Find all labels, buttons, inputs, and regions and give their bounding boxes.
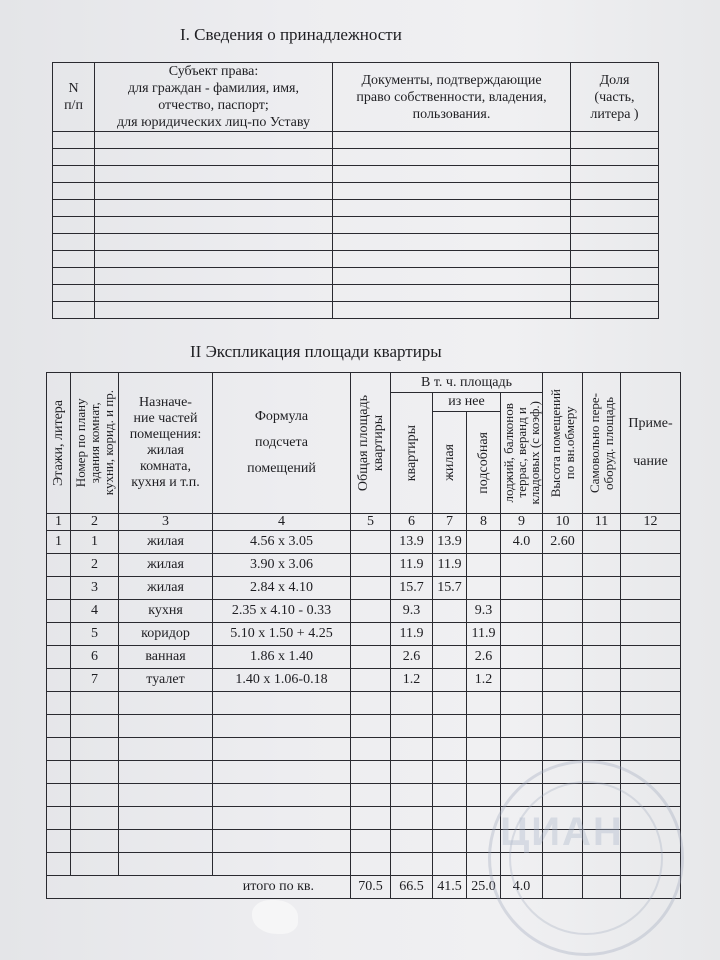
empty-cell <box>351 761 391 784</box>
empty-cell <box>571 183 659 200</box>
empty-cell <box>501 738 543 761</box>
table-row <box>47 531 681 554</box>
ownership-empty-row <box>53 132 659 149</box>
empty-cell <box>71 784 119 807</box>
cell-height <box>543 554 583 577</box>
empty-cell <box>571 302 659 319</box>
empty-cell <box>571 132 659 149</box>
column-number: 6 <box>391 514 433 531</box>
cell-flat: 11.9 <box>391 623 433 646</box>
cell-unauth <box>583 600 621 623</box>
ownership-empty-row <box>53 149 659 166</box>
cell-floor <box>47 554 71 577</box>
cell-no: 6 <box>71 646 119 669</box>
cell-height <box>543 669 583 692</box>
empty-cell <box>71 738 119 761</box>
cell-aux <box>467 554 501 577</box>
header-flat: квартиры <box>391 393 433 514</box>
empty-cell <box>333 217 571 234</box>
ownership-table <box>52 62 659 319</box>
empty-cell <box>391 784 433 807</box>
header-total-area: Общая площадь квартиры <box>351 373 391 514</box>
cell-formula: 2.84 х 4.10 <box>213 577 351 600</box>
totals-total: 70.5 <box>351 876 391 899</box>
empty-cell <box>71 715 119 738</box>
empty-cell <box>333 183 571 200</box>
empty-cell <box>543 692 583 715</box>
faded-stamp <box>488 760 684 956</box>
section1-title: I. Сведения о принадлежности <box>180 25 402 44</box>
header-loggias: лоджий, балконов террас, веранд и кладовых (с коэф.) <box>501 393 543 514</box>
empty-cell <box>71 761 119 784</box>
empty-cell <box>351 853 391 876</box>
table-row <box>47 600 681 623</box>
cell-no: 2 <box>71 554 119 577</box>
empty-cell <box>95 149 333 166</box>
cell-no: 7 <box>71 669 119 692</box>
header-formula: Формула подсчета помещений <box>213 373 351 514</box>
header-subject: Субъект права: для граждан - фамилия, имя, отчество, паспорт; для юридических лиц-по Уставу <box>95 63 333 132</box>
cell-unauth <box>583 669 621 692</box>
column-number: 12 <box>621 514 681 531</box>
cell-unauth <box>583 577 621 600</box>
cell-no: 4 <box>71 600 119 623</box>
cell-loggia <box>501 646 543 669</box>
column-number: 3 <box>119 514 213 531</box>
cell-total <box>351 577 391 600</box>
empty-cell <box>213 830 351 853</box>
empty-cell <box>119 761 213 784</box>
cell-loggia <box>501 554 543 577</box>
empty-cell <box>213 853 351 876</box>
empty-cell <box>71 692 119 715</box>
empty-cell <box>47 807 71 830</box>
cell-loggia <box>501 623 543 646</box>
cell-unauth <box>583 623 621 646</box>
cell-purpose: туалет <box>119 669 213 692</box>
cell-flat: 1.2 <box>391 669 433 692</box>
cell-note <box>621 623 681 646</box>
empty-cell <box>47 738 71 761</box>
header-living: жилая <box>433 412 467 514</box>
empty-cell <box>391 853 433 876</box>
cell-height <box>543 600 583 623</box>
header-room-number: Номер по плану здания комнат, кухни, корид. и пр. <box>71 373 119 514</box>
empty-cell <box>333 302 571 319</box>
empty-cell <box>351 784 391 807</box>
empty-cell <box>95 302 333 319</box>
column-number: 8 <box>467 514 501 531</box>
column-number: 9 <box>501 514 543 531</box>
cell-living <box>433 669 467 692</box>
cell-flat: 13.9 <box>391 531 433 554</box>
cell-purpose: жилая <box>119 531 213 554</box>
cell-aux <box>467 531 501 554</box>
empty-cell <box>71 853 119 876</box>
header-share: Доля (часть, литера ) <box>571 63 659 132</box>
empty-cell <box>53 200 95 217</box>
header-floors: Этажи, литера <box>47 373 71 514</box>
empty-cell <box>351 692 391 715</box>
cell-total <box>351 554 391 577</box>
column-number: 10 <box>543 514 583 531</box>
cell-formula: 2.35 х 4.10 - 0.33 <box>213 600 351 623</box>
empty-cell <box>213 692 351 715</box>
ownership-empty-row <box>53 302 659 319</box>
cell-purpose: ванная <box>119 646 213 669</box>
cell-formula: 1.40 х 1.06-0.18 <box>213 669 351 692</box>
empty-cell <box>53 217 95 234</box>
cell-loggia <box>501 577 543 600</box>
header-unauthorized: Самовольно пере- оборуд. площадь <box>583 373 621 514</box>
empty-cell <box>47 761 71 784</box>
cell-no: 1 <box>71 531 119 554</box>
column-number: 1 <box>47 514 71 531</box>
empty-cell <box>433 853 467 876</box>
empty-row <box>47 738 681 761</box>
cell-floor <box>47 600 71 623</box>
empty-cell <box>333 251 571 268</box>
cell-aux: 2.6 <box>467 646 501 669</box>
table-row <box>47 646 681 669</box>
column-numbers-row <box>47 514 681 531</box>
column-number: 2 <box>71 514 119 531</box>
cell-note <box>621 669 681 692</box>
empty-cell <box>47 830 71 853</box>
empty-cell <box>467 715 501 738</box>
totals-aux: 25.0 <box>467 876 501 899</box>
empty-cell <box>467 784 501 807</box>
cell-height <box>543 577 583 600</box>
cell-living: 11.9 <box>433 554 467 577</box>
empty-cell <box>333 234 571 251</box>
totals-loggia: 4.0 <box>501 876 543 899</box>
header-of-which: из нее <box>433 393 501 412</box>
watermark-logo: ЦИАН <box>500 810 624 854</box>
cell-floor <box>47 623 71 646</box>
cell-aux: 9.3 <box>467 600 501 623</box>
empty-cell <box>571 217 659 234</box>
cell-loggia: 4.0 <box>501 531 543 554</box>
header-documents: Документы, подтверждающие право собственности, владения, пользования. <box>333 63 571 132</box>
empty-cell <box>333 166 571 183</box>
empty-cell <box>571 149 659 166</box>
empty-cell <box>433 692 467 715</box>
cell-flat: 9.3 <box>391 600 433 623</box>
empty-cell <box>351 738 391 761</box>
empty-cell <box>119 784 213 807</box>
cell-living <box>433 646 467 669</box>
empty-cell <box>119 738 213 761</box>
cell-unauth <box>583 531 621 554</box>
paper-smudge <box>252 900 298 934</box>
empty-cell <box>95 268 333 285</box>
empty-row <box>47 715 681 738</box>
header-num: N п/п <box>53 63 95 132</box>
ownership-empty-row <box>53 200 659 217</box>
ownership-empty-row <box>53 285 659 302</box>
cell-aux <box>467 577 501 600</box>
cell-no: 5 <box>71 623 119 646</box>
empty-cell <box>391 692 433 715</box>
cell-unauth <box>583 646 621 669</box>
column-number: 5 <box>351 514 391 531</box>
empty-cell <box>95 132 333 149</box>
cell-height <box>543 623 583 646</box>
empty-cell <box>213 738 351 761</box>
empty-cell <box>621 715 681 738</box>
cell-note <box>621 531 681 554</box>
header-purpose: Назначе- ние частей помещения: жилая комната, кухня и т.п. <box>119 373 213 514</box>
ownership-empty-row <box>53 166 659 183</box>
empty-cell <box>333 200 571 217</box>
column-number: 11 <box>583 514 621 531</box>
empty-cell <box>71 830 119 853</box>
empty-cell <box>53 149 95 166</box>
empty-cell <box>391 807 433 830</box>
column-number: 7 <box>433 514 467 531</box>
empty-cell <box>571 285 659 302</box>
empty-cell <box>119 807 213 830</box>
cell-note <box>621 577 681 600</box>
empty-cell <box>53 302 95 319</box>
empty-cell <box>467 761 501 784</box>
ownership-empty-row <box>53 268 659 285</box>
empty-cell <box>571 166 659 183</box>
empty-cell <box>95 251 333 268</box>
empty-cell <box>213 807 351 830</box>
cell-unauth <box>583 554 621 577</box>
empty-cell <box>119 715 213 738</box>
empty-cell <box>543 715 583 738</box>
cell-purpose: коридор <box>119 623 213 646</box>
cell-total <box>351 646 391 669</box>
section2-title: II Экспликация площади квартиры <box>190 342 442 361</box>
cell-total <box>351 600 391 623</box>
empty-cell <box>433 807 467 830</box>
empty-cell <box>333 132 571 149</box>
table-row <box>47 669 681 692</box>
empty-cell <box>433 784 467 807</box>
cell-floor <box>47 669 71 692</box>
empty-cell <box>119 830 213 853</box>
column-number: 4 <box>213 514 351 531</box>
empty-cell <box>333 149 571 166</box>
cell-flat: 2.6 <box>391 646 433 669</box>
cell-flat: 15.7 <box>391 577 433 600</box>
totals-flat: 66.5 <box>391 876 433 899</box>
empty-row <box>47 692 681 715</box>
cell-total <box>351 531 391 554</box>
cell-formula: 4.56 х 3.05 <box>213 531 351 554</box>
cell-formula: 3.90 х 3.06 <box>213 554 351 577</box>
empty-cell <box>53 285 95 302</box>
empty-cell <box>433 715 467 738</box>
table-row <box>47 577 681 600</box>
empty-cell <box>351 715 391 738</box>
empty-cell <box>47 784 71 807</box>
cell-note <box>621 600 681 623</box>
header-height: Высота помещений по вн.обмеру <box>543 373 583 514</box>
empty-cell <box>583 738 621 761</box>
header-note: Приме- чание <box>621 373 681 514</box>
cell-aux: 11.9 <box>467 623 501 646</box>
table-row <box>47 623 681 646</box>
cell-loggia <box>501 669 543 692</box>
empty-cell <box>213 715 351 738</box>
empty-cell <box>391 738 433 761</box>
empty-cell <box>571 234 659 251</box>
empty-cell <box>333 268 571 285</box>
header-incl-area: В т. ч. площадь <box>391 373 543 393</box>
cell-living <box>433 600 467 623</box>
empty-cell <box>95 217 333 234</box>
empty-cell <box>53 183 95 200</box>
empty-cell <box>433 738 467 761</box>
empty-cell <box>621 692 681 715</box>
cell-living: 15.7 <box>433 577 467 600</box>
cell-height: 2.60 <box>543 531 583 554</box>
empty-cell <box>583 715 621 738</box>
empty-cell <box>53 132 95 149</box>
ownership-empty-row <box>53 217 659 234</box>
header-auxiliary: подсобная <box>467 412 501 514</box>
cell-formula: 1.86 х 1.40 <box>213 646 351 669</box>
empty-cell <box>53 166 95 183</box>
cell-living <box>433 623 467 646</box>
empty-cell <box>53 251 95 268</box>
cell-purpose: кухня <box>119 600 213 623</box>
empty-cell <box>433 761 467 784</box>
empty-cell <box>571 251 659 268</box>
empty-cell <box>95 166 333 183</box>
empty-cell <box>467 738 501 761</box>
empty-cell <box>213 761 351 784</box>
cell-total <box>351 669 391 692</box>
ownership-empty-row <box>53 183 659 200</box>
cell-flat: 11.9 <box>391 554 433 577</box>
empty-cell <box>467 692 501 715</box>
ownership-empty-row <box>53 234 659 251</box>
empty-cell <box>571 200 659 217</box>
cell-aux: 1.2 <box>467 669 501 692</box>
empty-cell <box>351 807 391 830</box>
empty-cell <box>119 853 213 876</box>
empty-cell <box>391 830 433 853</box>
empty-cell <box>47 692 71 715</box>
cell-floor <box>47 646 71 669</box>
empty-cell <box>119 692 213 715</box>
cell-note <box>621 554 681 577</box>
cell-height <box>543 646 583 669</box>
cell-note <box>621 646 681 669</box>
empty-cell <box>571 268 659 285</box>
totals-living: 41.5 <box>433 876 467 899</box>
cell-living: 13.9 <box>433 531 467 554</box>
empty-cell <box>95 200 333 217</box>
table-row <box>47 554 681 577</box>
empty-cell <box>213 784 351 807</box>
empty-cell <box>95 183 333 200</box>
empty-cell <box>433 830 467 853</box>
empty-cell <box>71 807 119 830</box>
ownership-empty-row <box>53 251 659 268</box>
cell-purpose: жилая <box>119 577 213 600</box>
empty-cell <box>333 285 571 302</box>
empty-cell <box>583 692 621 715</box>
empty-cell <box>391 715 433 738</box>
empty-cell <box>95 285 333 302</box>
empty-cell <box>47 715 71 738</box>
empty-cell <box>501 692 543 715</box>
empty-cell <box>53 234 95 251</box>
cell-floor <box>47 577 71 600</box>
empty-cell <box>95 234 333 251</box>
empty-cell <box>391 761 433 784</box>
cell-floor: 1 <box>47 531 71 554</box>
cell-formula: 5.10 х 1.50 + 4.25 <box>213 623 351 646</box>
empty-cell <box>501 715 543 738</box>
cell-purpose: жилая <box>119 554 213 577</box>
empty-cell <box>47 853 71 876</box>
cell-no: 3 <box>71 577 119 600</box>
empty-cell <box>53 268 95 285</box>
empty-cell <box>351 830 391 853</box>
cell-total <box>351 623 391 646</box>
empty-cell <box>543 738 583 761</box>
totals-label: итого по кв. <box>47 876 351 899</box>
empty-cell <box>621 738 681 761</box>
cell-loggia <box>501 600 543 623</box>
